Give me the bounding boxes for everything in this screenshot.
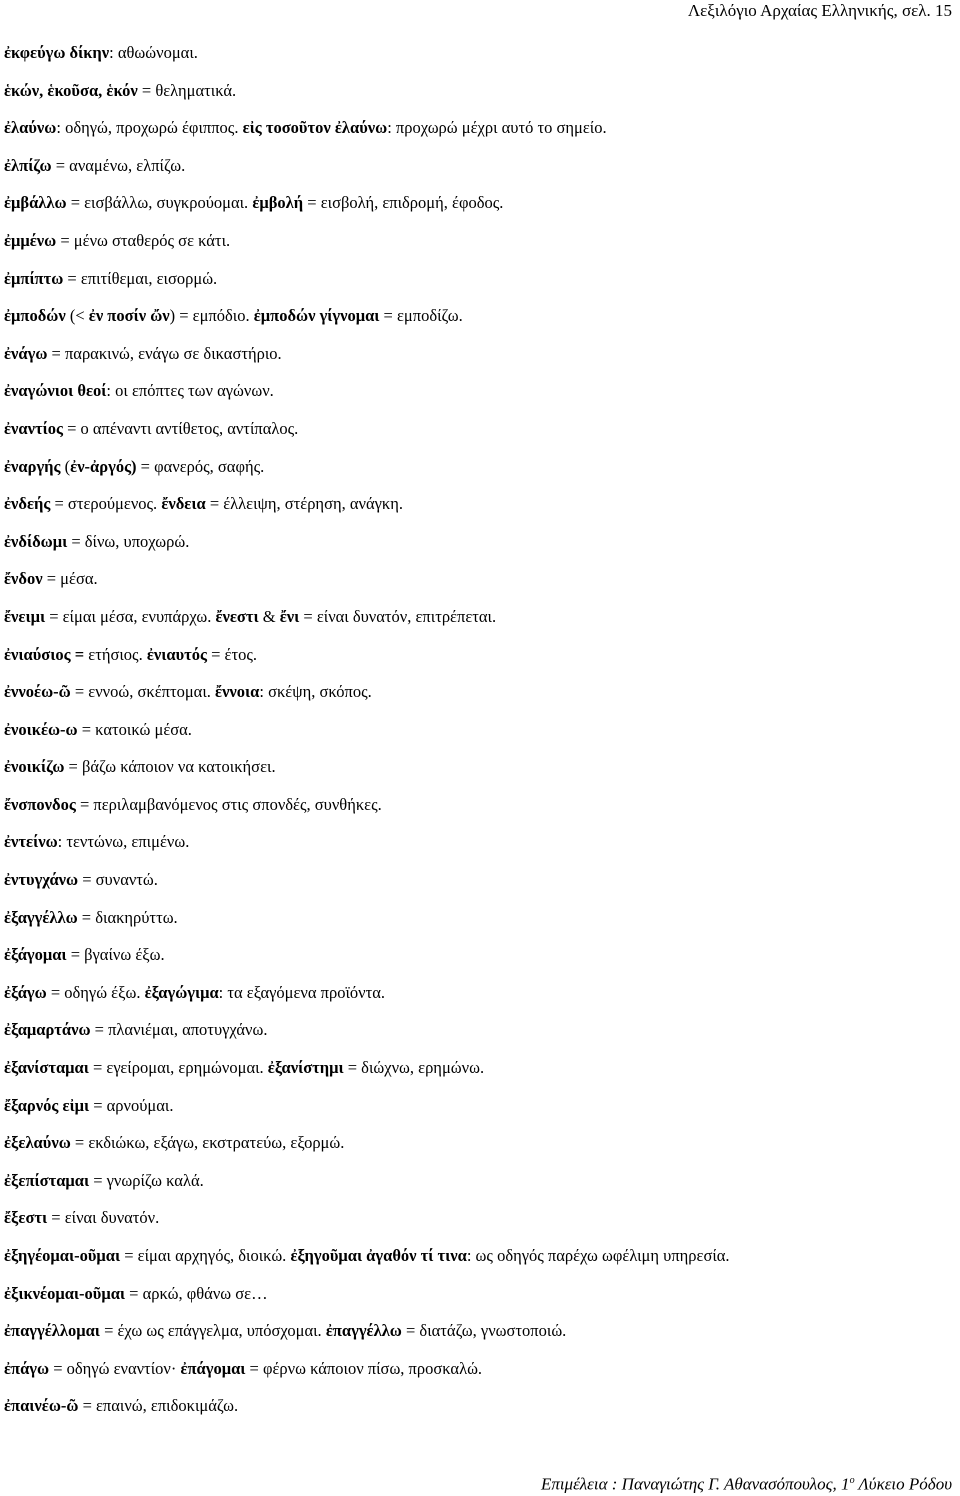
glossary-entry [4, 756, 954, 794]
definition-text: : αθωώνομαι. [109, 43, 198, 62]
glossary-entry [4, 1283, 954, 1321]
headword: ἐξελαύνω [4, 1133, 71, 1153]
definition-text: : τεντώνω, επιμένω. [57, 832, 190, 852]
definition-text: = εγείρομαι, ερημώνομαι. [88, 1058, 268, 1078]
headword: ἐπαγγέλλομαι [4, 1321, 100, 1341]
glossary-entry [4, 644, 954, 682]
definition-text: : οι επόπτες των αγώνων. [106, 381, 274, 401]
headword: ἐξεπίσταμαι [4, 1170, 90, 1190]
definition-text: : ως οδηγός παρέχω ωφέλιμη υπηρεσία. [466, 1246, 730, 1265]
headword: ἐξανίστημι [267, 1058, 344, 1078]
definition-text: : τα εξαγόμενα προϊόντα. [218, 982, 386, 1002]
glossary-entry [4, 1057, 954, 1095]
definition-text: : σκέψη, σκόπος. [259, 682, 372, 702]
glossary-entry [4, 907, 954, 945]
definition-text: = είμαι αρχηγός, διοικώ. [120, 1246, 291, 1265]
glossary-entry [4, 380, 954, 418]
headword: ἐξικνέομαι-οῦμαι [4, 1283, 126, 1303]
headword: ἐξαμαρτάνω [4, 1020, 91, 1040]
headword: ἐναντίος [4, 418, 63, 438]
glossary-entry [4, 1095, 954, 1133]
headword: ἔξεστι [4, 1208, 48, 1228]
glossary-entry [4, 230, 954, 268]
glossary-entry [4, 1132, 954, 1170]
headword: ἐξάγομαι [4, 945, 67, 965]
footer-text: Επιμέλεια : Παναγιώτης Γ. Αθανασόπουλος, 1 [540, 1474, 850, 1494]
definition-text: = ο απέναντι αντίθετος, αντίπαλος. [62, 418, 299, 438]
headword: ἐντυγχάνω [4, 870, 79, 890]
headword: ἐννοέω-ῶ [4, 682, 71, 702]
headword: ἔνδον [4, 569, 43, 589]
page-footer [541, 1470, 952, 1496]
definition-text: = γνωρίζω καλά. [89, 1170, 204, 1190]
headword: ἔνεστι [215, 606, 259, 626]
definition-text: = κατοικώ μέσα. [77, 719, 192, 739]
headword: ἐνάγω [4, 343, 48, 363]
definition-text: & [258, 606, 280, 626]
headword: ἔνειμι [4, 606, 46, 626]
glossary-entry [4, 418, 954, 456]
definition-text: = έλλειψη, στέρηση, ανάγκη. [205, 494, 403, 514]
definition-text: ) = εμπόδιο. [169, 306, 254, 326]
glossary-entry [4, 531, 954, 569]
definition-text: ετήσιος. [84, 644, 147, 664]
glossary-entry [4, 1358, 954, 1396]
headword: ἔνσπονδος [4, 794, 76, 814]
glossary-entry [4, 1245, 954, 1283]
headword: ἐναργής [4, 456, 61, 476]
glossary-entry [4, 456, 954, 494]
definition-text: = εισβάλλω, συγκρούομαι. [66, 193, 253, 213]
headword: εἰς τοσοῦτον ἐλαύνω [242, 118, 388, 138]
definition-text: (< [65, 306, 89, 326]
glossary-entry [4, 681, 954, 719]
headword: ἐναγώνιοι θεοί [4, 381, 107, 401]
glossary-entry [4, 568, 954, 606]
definition-text: = έτος. [206, 644, 257, 664]
headword: ἔννοια [215, 682, 260, 702]
headword: ἐνοικέω-ω [4, 719, 78, 739]
definition-text: = βάζω κάποιον να κατοικήσει. [64, 757, 276, 777]
headword: ἐλαύνω [4, 118, 57, 138]
headword: ἐνδίδωμι [4, 531, 68, 551]
headword: ἐμποδών γίγνομαι [253, 306, 380, 326]
definition-text: = είναι δυνατόν. [47, 1208, 160, 1228]
definition-text: = αρνούμαι. [89, 1095, 174, 1115]
headword: ἑκών, ἑκοῦσα, ἑκόν [4, 80, 138, 100]
glossary-entry [4, 982, 954, 1020]
headword: ἐξηγέομαι-οῦμαι [4, 1246, 121, 1265]
definition-text: = εμποδίζω. [379, 306, 463, 326]
definition-text: = δίνω, υποχωρώ. [67, 531, 190, 551]
headword: ἐν ποσίν ὤν [88, 306, 170, 326]
glossary-entry [4, 1320, 954, 1358]
definition-text: = διακηρύττω. [77, 907, 178, 927]
definition-text: = μέσα. [42, 569, 98, 589]
headword: ἐκφεύγω δίκην [4, 43, 110, 62]
definition-text: : προχωρώ μέχρι αυτό το σημείο. [387, 118, 607, 138]
definition-text: = αρκώ, φθάνω σε… [125, 1283, 268, 1303]
page-header: Λεξιλόγιο Αρχαίας Ελληνικής, σελ. 15 [687, 1, 952, 20]
glossary-entry [4, 944, 954, 982]
glossary-entry [4, 1170, 954, 1208]
definition-text: = βγαίνω έξω. [66, 945, 165, 965]
glossary-entry [4, 493, 954, 531]
definition-text: = επαινώ, επιδοκιμάζω. [78, 1396, 239, 1416]
definition-text: = εκδιώκω, εξάγω, εκστρατεύω, εξορμώ. [70, 1133, 345, 1153]
headword: ἐξηγοῦμαι ἀγαθόν τί τινα [290, 1246, 467, 1265]
headword: ἐμποδών [4, 306, 66, 326]
headword: ἔνι [279, 606, 300, 626]
headword: ἐπάγομαι [180, 1358, 246, 1378]
definition-text: = είναι δυνατόν, επιτρέπεται. [299, 606, 497, 626]
headword: ἐμπίπτω [4, 268, 64, 288]
definition-text: : οδηγώ, προχωρώ έφιππος. [56, 118, 243, 138]
glossary-entry [4, 1395, 954, 1433]
glossary-entry [4, 192, 954, 230]
definition-text: = φέρνω κάποιον πίσω, προσκαλώ. [245, 1358, 483, 1378]
glossary-entry [4, 268, 954, 306]
headword: ἐνοικίζω [4, 757, 65, 777]
glossary-entry [4, 155, 954, 193]
headword: ἐν-ἀργός) [70, 456, 137, 476]
headword: ἐντείνω [4, 832, 58, 852]
definition-text: = είμαι μέσα, ενυπάρχω. [45, 606, 216, 626]
glossary-list [4, 42, 954, 1433]
headword: ἐξάγω [4, 982, 47, 1002]
headword: ἐξανίσταμαι [4, 1058, 89, 1078]
definition-text: = μένω σταθερός σε κάτι. [56, 230, 231, 250]
definition-text: = παρακινώ, ενάγω σε δικαστήριο. [47, 343, 282, 363]
definition-text: = θεληματικά. [137, 80, 237, 100]
headword: ἐμμένω [4, 230, 57, 250]
headword: ἐπάγω [4, 1358, 50, 1378]
headword: ἐπαγγέλλω [325, 1321, 402, 1341]
footer-school: Λύκειο Ρόδου [854, 1474, 952, 1494]
definition-text: = εννοώ, σκέπτομαι. [70, 682, 216, 702]
headword: ἐξαγώγιμα [144, 982, 219, 1002]
glossary-entry [4, 794, 954, 832]
glossary-entry [4, 1207, 954, 1245]
definition-text: = διώχνω, ερημώνω. [343, 1058, 485, 1078]
definition-text: ( [60, 456, 71, 476]
definition-text: = αναμένω, ελπίζω. [51, 155, 186, 175]
definition-text: = οδηγώ εναντίον· [49, 1358, 181, 1378]
headword: ἐνιαυτός [146, 644, 207, 664]
definition-text: = οδηγώ έξω. [46, 982, 145, 1002]
definition-text: = έχω ως επάγγελμα, υπόσχομαι. [99, 1321, 326, 1341]
glossary-entry [4, 305, 954, 343]
headword: ἐπαινέω-ῶ [4, 1396, 79, 1416]
definition-text: = περιλαμβανόμενος στις σπονδές, συνθήκες. [75, 794, 382, 814]
headword: ἔνδεια [161, 494, 206, 514]
definition-text: = πλανιέμαι, αποτυγχάνω. [90, 1020, 268, 1040]
glossary-entry [4, 719, 954, 757]
definition-text: = στερούμενος. [50, 494, 162, 514]
glossary-entry [4, 831, 954, 869]
glossary-entry [4, 606, 954, 644]
headword: ἔξαρνός εἰμι [4, 1095, 90, 1115]
glossary-entry [4, 117, 954, 155]
headword: ἐλπίζω [4, 155, 52, 175]
footer-superscript: ο [849, 1475, 855, 1486]
headword: ἐνιαύσιος = [4, 644, 85, 664]
glossary-entry [4, 343, 954, 381]
headword: ἐξαγγέλλω [4, 907, 78, 927]
headword: ἐμβάλλω [4, 193, 67, 213]
definition-text: = διατάζω, γνωστοποιώ. [401, 1321, 567, 1341]
glossary-entry [4, 869, 954, 907]
glossary-entry [4, 42, 954, 80]
definition-text: = εισβολή, επιδρομή, έφοδος. [303, 193, 504, 213]
definition-text: = επιτίθεμαι, εισορμώ. [63, 268, 218, 288]
glossary-entry [4, 80, 954, 118]
definition-text: = συναντώ. [78, 870, 158, 890]
glossary-entry [4, 1019, 954, 1057]
headword: ἐμβολή [252, 193, 304, 213]
definition-text: = φανερός, σαφής. [136, 456, 265, 476]
headword: ἐνδεής [4, 494, 51, 514]
